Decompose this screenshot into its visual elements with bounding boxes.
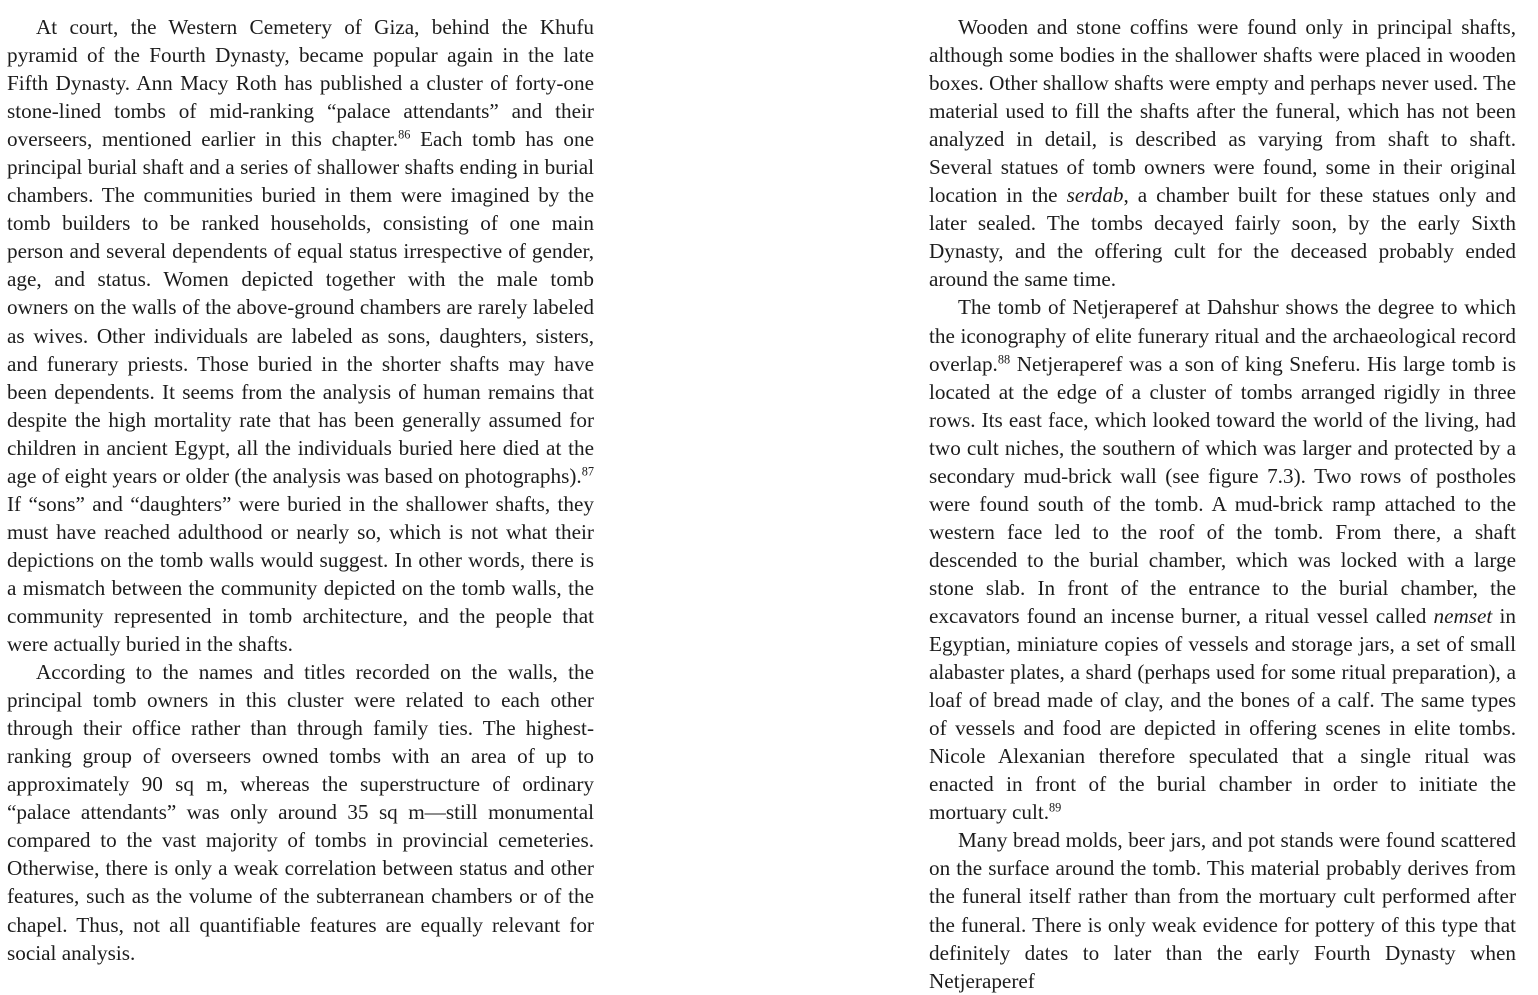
- text-run: Many bread molds, beer jars, and pot stands were found scattered on the surface around the tomb. This material probably derives from the funeral itself rather than from the mortuary cult performed after the funeral. There is only weak evidence for pottery of this type that definitely dates to later than the early Fourth Dynasty when Netjeraperef: [929, 828, 1516, 993]
- left-text-column: [7, 13, 594, 967]
- right-text-column: [929, 13, 1516, 995]
- paragraph-coffins: [929, 13, 1516, 293]
- italic-term-nemset: nemset: [1433, 603, 1493, 628]
- text-run: Wooden and stone coffins were found only in principal shafts, although some bodies in the shallower shafts were placed in wooden boxes. Other shallow shafts were empty and perhaps never used. The material used to fill the shafts after the funeral, which has not been analyzed in detail, is described as varying from shaft to shaft. Several statues of tomb owners were found, some in their original location in the: [929, 15, 1516, 208]
- text-run: At court, the Western Cemetery of Giza, behind the Khufu pyramid of the Fourth Dynasty, became popular again in the late Fifth Dynasty. Ann Macy Roth has published a cluster of forty-one stone-lined tombs of mid-ranking “palace attendants” and their overseers, mentioned earlier in this chapter.: [7, 15, 594, 152]
- paragraph-bread-molds: [929, 826, 1516, 994]
- paragraph-netjeraperef-tomb: [929, 293, 1516, 826]
- footnote-ref-87[interactable]: 87: [581, 464, 594, 479]
- paragraph-tomb-owners-office: [7, 658, 594, 967]
- text-run: According to the names and titles recorded on the walls, the principal tomb owners in this cluster were related to each other through their office rather than through family ties. The highest-ranking group of overseers owned tombs with an area of up to approximately 90 sq m, whereas the superstructure of ordinary “palace attendants” was only around 35 sq m—still monumental compared to the vast majority of tombs in provincial cemeteries. Otherwise, there is only a weak correlation between status and other features, such as the volume of the subterranean chambers or of the chapel. Thus, not all quantifiable features are equally relevant for social analysis.: [7, 660, 594, 965]
- paragraph-western-cemetery: [7, 13, 594, 658]
- text-run: in Egyptian, miniature copies of vessels and storage jars, a set of small alabaster plates, a shard (perhaps used for some ritual preparation), a loaf of bread made of clay, and the bones of a calf. The same types of vessels and food are depicted in offering scenes in elite tombs. Nicole Alexanian therefore speculated that a single ritual was enacted in front of the burial chamber in order to initiate the mortuary cult.: [929, 603, 1516, 825]
- footnote-ref-89[interactable]: 89: [1049, 800, 1062, 815]
- italic-term-serdab: serdab: [1066, 183, 1124, 208]
- text-run: Netjeraperef was a son of king Sneferu. His large tomb is located at the edge of a cluster of tombs arranged rigidly in three rows. Its east face, which looked toward the world of the living, had two cult niches, the southern of which was larger and protected by a secondary mud-brick wall (see figure 7.3). Two rows of postholes were found south of the tomb. A mud-brick ramp attached to the western face led to the roof of the tomb. From there, a shaft descended to the burial chamber, which was locked with a large stone slab. In front of the entrance to the burial chamber, the excavators found an incense burner, a ritual vessel called: [929, 351, 1516, 628]
- text-run: If “sons” and “daughters” were buried in the shallower shafts, they must have reached adulthood or nearly so, which is not what their depictions on the tomb walls would suggest. In other words, there is a mismatch between the community depicted on the tomb walls, the community represented in tomb architecture, and the people that were actually buried in the shafts.: [7, 491, 594, 657]
- text-run: , a chamber built for these statues only and later sealed. The tombs decayed fairly soon, by the early Sixth Dynasty, and the offering cult for the deceased probably ended around the same time.: [929, 183, 1516, 292]
- text-run: The tomb of Netjeraperef at Dahshur shows the degree to which the iconography of elite funerary ritual and the archaeological record overlap.: [929, 295, 1516, 376]
- footnote-ref-86[interactable]: 86: [398, 127, 411, 142]
- footnote-ref-88[interactable]: 88: [997, 351, 1011, 366]
- text-run: Each tomb has one principal burial shaft and a series of shallower shafts ending in burial chambers. The communities buried in them were imagined by the tomb builders to be ranked households, consisting of one main person and several dependents of equal status irrespective of gender, age, and status. Women depicted together with the male tomb owners on the walls of the above-ground chambers are rarely labeled as wives. Other individuals are labeled as sons, daughters, sisters, and funerary priests. Those buried in the shorter shafts may have been dependents. It seems from the analysis of human remains that despite the high mortality rate that has been generally assumed for children in ancient Egypt, all the individuals buried here died at the age of eight years or older (the analysis was based on photographs).: [7, 127, 595, 488]
